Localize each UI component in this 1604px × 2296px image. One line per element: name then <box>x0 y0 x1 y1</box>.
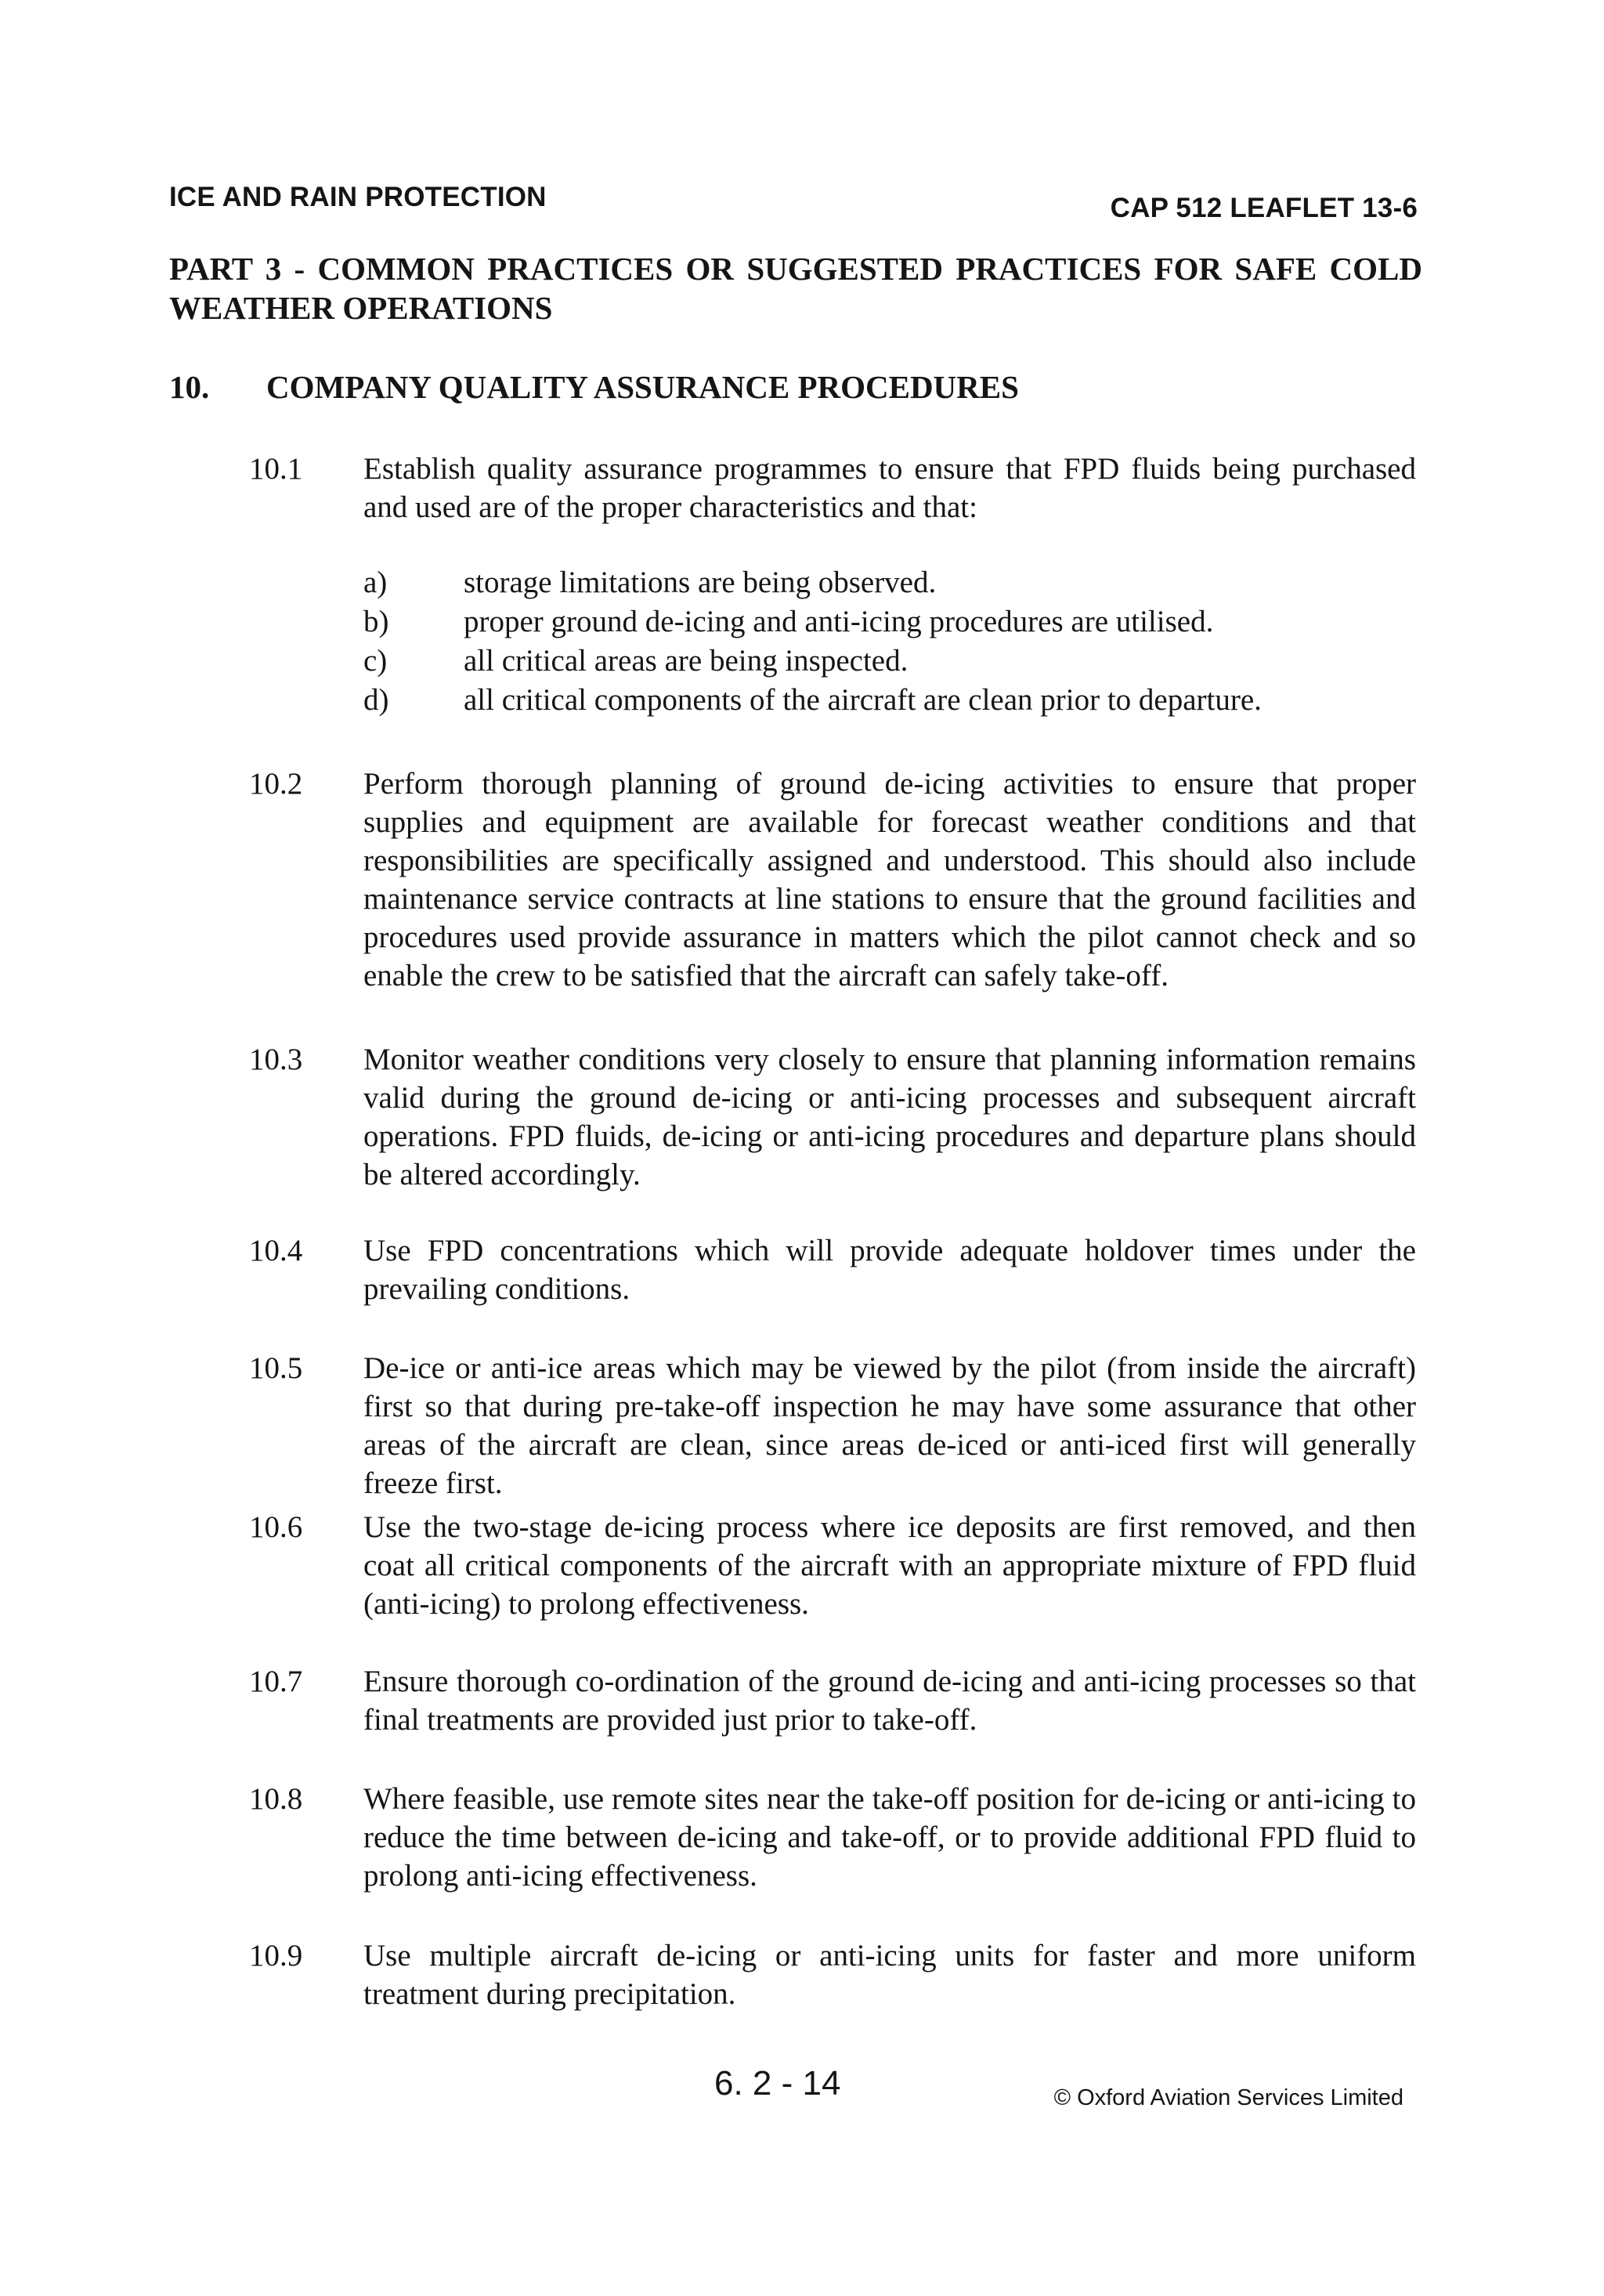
paragraph-text: Monitor weather conditions very closely to ensure that planning information remains valid during the ground de-icing or anti-icing processes and subsequent aircraft operations. FPD fluids, de-icing or anti-icing procedures and departure plans should be altered accordingly. <box>363 1043 1416 1191</box>
section-number: 10. <box>169 369 210 405</box>
page-number: 6. 2 - 14 <box>714 2064 841 2103</box>
list-item-text: all critical areas are being inspected. <box>464 644 909 678</box>
paragraph-text: Use the two-stage de-icing process where ice deposits are first removed, and then coat all critical components of the aircraft with an appropriate mixture of FPD fluid (anti-icing) to prolong effectiveness. <box>363 1510 1416 1621</box>
paragraph-number: 10.8 <box>249 1782 303 1816</box>
paragraph-text: Perform thorough planning of ground de-icing activities to ensure that proper supplies and equipment are available for forecast weather conditions and that responsibilities are specifically assigned and understood. This should also include maintenance service contracts at line stations to ensure that the ground facilities and procedures used provide assurance in matters which the pilot cannot check and so enable the crew to be satisfied that the aircraft can safely take-off. <box>363 767 1416 993</box>
part-title: PART 3 - COMMON PRACTICES OR SUGGESTED PRACTICES FOR SAFE COLD WEATHER OPERATIONS <box>169 251 1422 326</box>
paragraph-text: Use FPD concentrations which will provide adequate holdover times under the prevailing conditions. <box>363 1234 1416 1306</box>
paragraph-number: 10.5 <box>249 1351 303 1385</box>
paragraph-10-1 <box>249 450 1416 526</box>
paragraph-number: 10.3 <box>249 1043 303 1076</box>
paragraph-number: 10.1 <box>249 452 303 486</box>
paragraph-number: 10.2 <box>249 767 303 801</box>
paragraph-text: Ensure thorough co-ordination of the ground de-icing and anti-icing processes so that final treatments are provided just prior to take-off. <box>363 1665 1416 1737</box>
paragraph-number: 10.7 <box>249 1665 303 1698</box>
paragraph-text: Where feasible, use remote sites near the take-off position for de-icing or anti-icing to reduce the time between de-icing and take-off, or to provide additional FPD fluid to prolong anti-icing effectiveness. <box>363 1782 1416 1893</box>
section-title: COMPANY QUALITY ASSURANCE PROCEDURES <box>266 369 1019 405</box>
paragraph-number: 10.6 <box>249 1510 303 1544</box>
paragraph-10-2 <box>249 765 1416 995</box>
paragraph-10-9 <box>249 1936 1416 2013</box>
paragraph-10-3 <box>249 1040 1416 1194</box>
list-item-label: a) <box>363 566 388 599</box>
list-item-text: storage limitations are being observed. <box>464 566 937 599</box>
paragraph-text: Use multiple aircraft de-icing or anti-icing units for faster and more uniform treatment during precipitation. <box>363 1939 1416 2011</box>
paragraph-10-4 <box>249 1231 1416 1308</box>
paragraph-10-8 <box>249 1780 1416 1895</box>
paragraph-number: 10.4 <box>249 1234 303 1267</box>
list-item-label: c) <box>363 644 388 678</box>
copyright-notice: © Oxford Aviation Services Limited <box>1053 2085 1404 2110</box>
paragraph-10-7 <box>249 1662 1416 1739</box>
running-header-leaflet: CAP 512 LEAFLET 13-6 <box>1110 193 1418 223</box>
paragraph-10-6 <box>249 1508 1416 1623</box>
paragraph-number: 10.9 <box>249 1939 303 1972</box>
paragraph-text: Establish quality assurance programmes to ensure that FPD fluids being purchased and used are of the proper characteristics and that: <box>363 452 1416 524</box>
list-item-text: proper ground de-icing and anti-icing procedures are utilised. <box>464 605 1214 638</box>
list-item-label: d) <box>363 683 389 717</box>
list-item-text: all critical components of the aircraft are clean prior to departure. <box>464 683 1262 717</box>
running-header-title: ICE AND RAIN PROTECTION <box>169 182 547 212</box>
paragraph-text: De-ice or anti-ice areas which may be viewed by the pilot (from inside the aircraft) first so that during pre-take-off inspection he may have some assurance that other areas of the aircraft are clean, since areas de-iced or anti-iced first will generally freeze first. <box>363 1351 1416 1500</box>
list-item-label: b) <box>363 605 389 638</box>
paragraph-10-5 <box>249 1349 1416 1502</box>
